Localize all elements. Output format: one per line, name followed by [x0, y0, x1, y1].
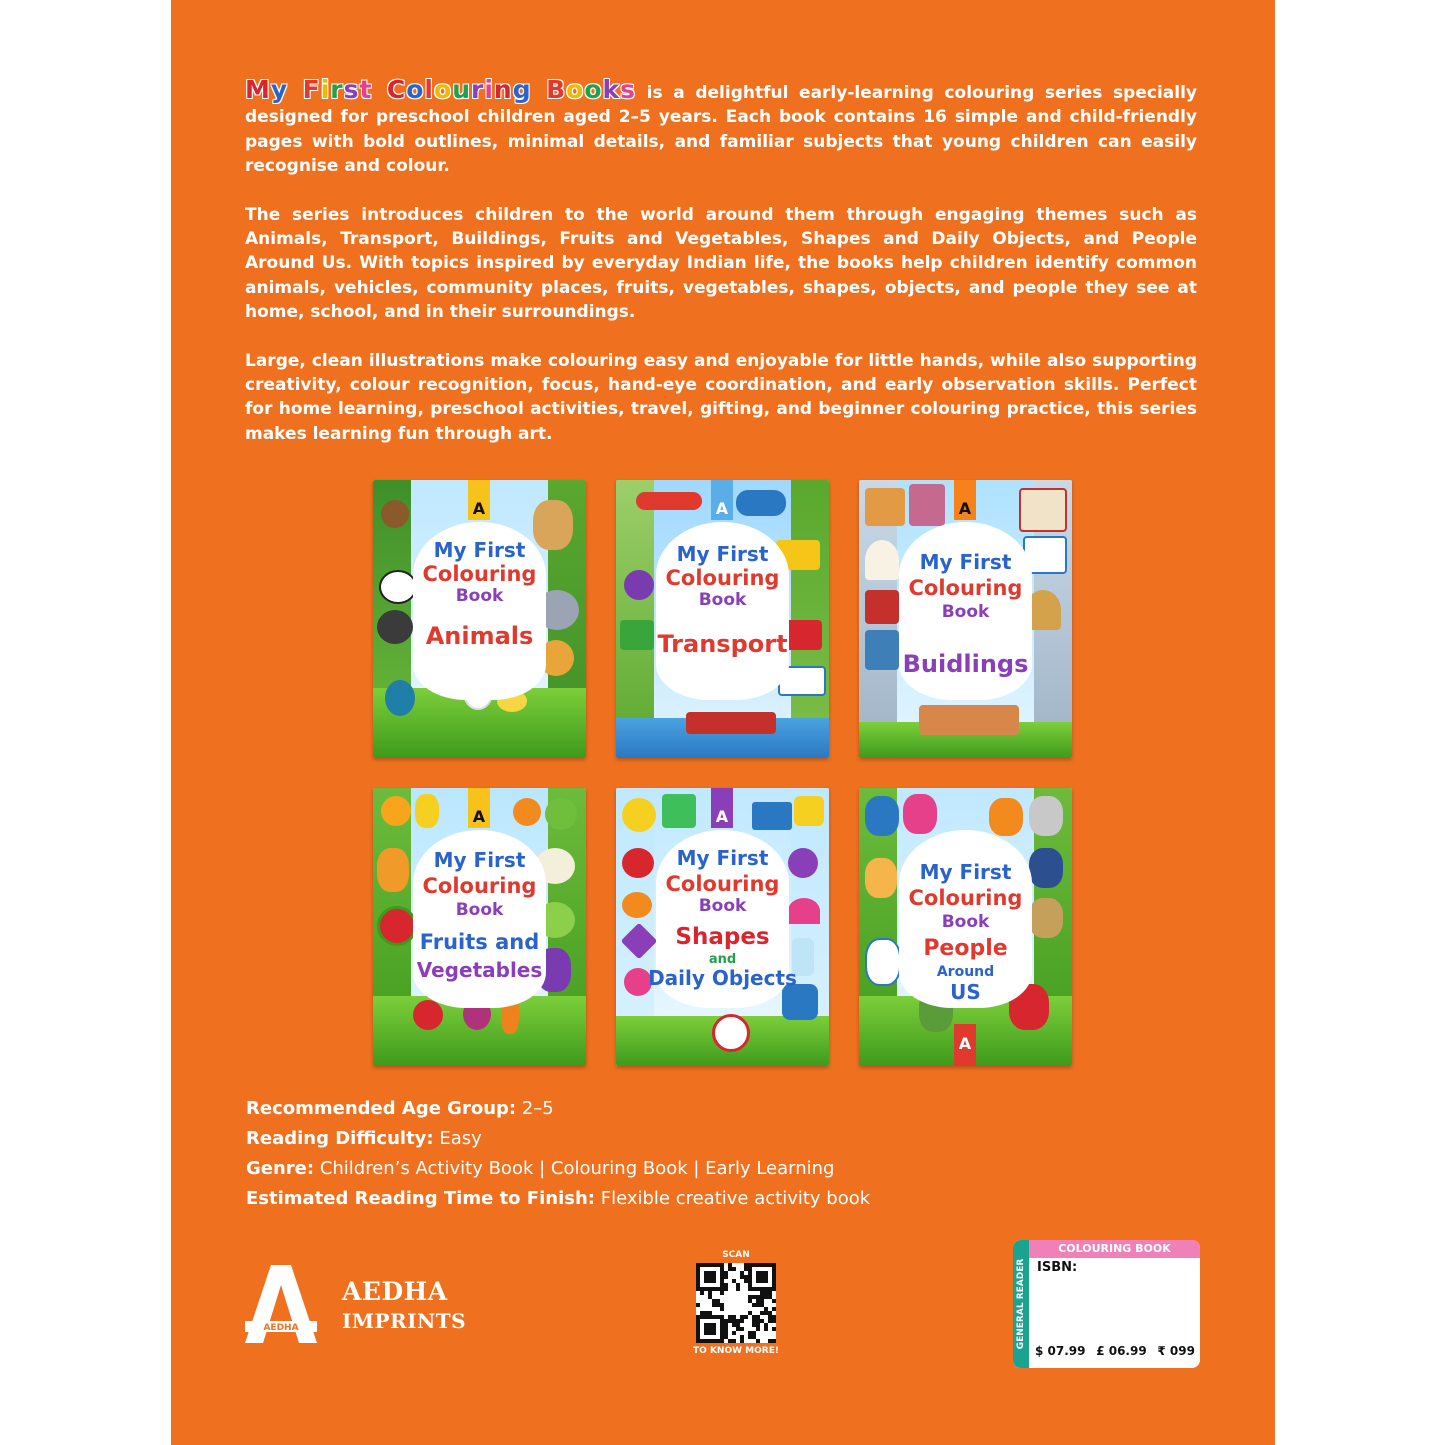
cover-line3: Book: [455, 586, 504, 606]
series-title-letter: r: [471, 75, 485, 104]
cover-line2: Colouring: [908, 886, 1023, 910]
market-icon: [919, 705, 1019, 735]
square-shape-icon: [662, 794, 696, 828]
paragraph-2: The series introduces children to the world around them through engaging themes such as Animals, Transport, Buildings, Fruits and Vegetables, Shapes and Daily Objects, and People Around Us. With topics inspired by everyday Indian life, the books help children identify common animals, vehicles, community places, fruits, vegetables, shapes, objects, and people they see at home, school, and in their surroundings.: [245, 204, 1197, 323]
series-title-letter: i: [484, 75, 494, 104]
series-title-letter: u: [452, 75, 471, 104]
paragraph-1: [245, 75, 1197, 179]
monkey-icon: [381, 500, 409, 528]
airplane-icon: [636, 492, 702, 510]
cover-transport: [616, 480, 829, 758]
father-icon: [865, 796, 899, 836]
mother-icon: [903, 794, 937, 834]
cover-subject-line2: Vegetables: [416, 958, 543, 982]
apartment-icon: [909, 484, 945, 526]
series-title-letter: l: [424, 75, 434, 104]
cover-logo-tab: A: [468, 788, 490, 828]
cover-line3: Book: [698, 896, 747, 916]
reading-time-row: Estimated Reading Time to Finish: Flexible creative activity book: [246, 1188, 871, 1209]
train-icon: [686, 712, 776, 734]
cover-line2: Colouring: [422, 874, 537, 898]
series-title-letter: n: [493, 75, 513, 104]
qr-code-icon: [696, 1263, 776, 1343]
price-gbp: £ 06.99: [1096, 1344, 1147, 1358]
mango-icon: [381, 796, 411, 826]
series-title: [245, 75, 636, 104]
grandfather-icon: [1029, 796, 1063, 836]
orange-icon: [513, 798, 541, 826]
cover-fruits-vegetables: [373, 788, 586, 1066]
helicopter-icon: [736, 490, 786, 516]
price-sticker-category: COLOURING BOOK: [1029, 1240, 1200, 1258]
cover-line2: Colouring: [665, 872, 780, 896]
peacock-icon: [385, 680, 415, 716]
cover-subject-and: and: [708, 952, 737, 967]
publisher-block: [245, 1265, 505, 1345]
price-usd: $ 07.99: [1035, 1344, 1086, 1358]
price-inr: ₹ 099: [1157, 1344, 1195, 1358]
cover-line3: Book: [455, 900, 504, 920]
cover-line1: My First: [433, 538, 526, 562]
qr-block: [693, 1250, 779, 1356]
cover-subject: Animals: [425, 622, 534, 650]
cover-line1: My First: [676, 542, 769, 566]
cover-subject: Transport: [657, 630, 788, 658]
series-title-letter: y: [270, 75, 289, 104]
cover-subject-line3: Daily Objects: [648, 966, 797, 990]
cover-line3: Book: [941, 602, 990, 622]
cover-subject: People: [923, 936, 1008, 961]
cover-subject: Buidlings: [902, 650, 1029, 678]
series-title-letter: C: [386, 75, 407, 104]
price-sticker-side: GENERAL READER: [1013, 1240, 1029, 1368]
qr-scan-label: SCAN: [722, 1250, 750, 1260]
clock-icon: [712, 1014, 750, 1052]
school-icon: [1019, 488, 1067, 532]
cover-line1: My First: [919, 550, 1012, 574]
svg-text:AEDHA: AEDHA: [263, 1323, 299, 1333]
guava-icon: [545, 798, 577, 830]
series-title-letter: k: [602, 75, 621, 104]
banana-icon: [415, 794, 439, 828]
cover-subject: Shapes: [675, 924, 770, 950]
series-title-letter: o: [406, 75, 425, 104]
cover-line1: My First: [676, 846, 769, 870]
rectangle-shape-icon: [752, 802, 792, 830]
cover-logo-tab: A: [468, 480, 490, 520]
series-title-letter: i: [320, 75, 331, 104]
cover-line2: Colouring: [422, 562, 537, 586]
publisher-name: AEDHA: [342, 1277, 448, 1306]
cover-line2: Colouring: [665, 566, 780, 590]
cover-logo-tab: A: [954, 1024, 976, 1066]
back-cover: [171, 0, 1275, 1445]
qr-know-more-label: TO KNOW MORE!: [693, 1346, 779, 1356]
series-title-letter: t: [359, 75, 373, 104]
aedha-logo-icon: [245, 1265, 317, 1343]
series-title-letter: o: [584, 75, 603, 104]
cover-subject-line2: Around: [936, 964, 995, 980]
cover-animals: [373, 480, 586, 758]
cover-logo-tab: A: [954, 480, 976, 520]
isbn-label: ISBN:: [1037, 1260, 1078, 1275]
series-title-letter: g: [512, 75, 532, 104]
series-title-letter: M: [245, 75, 271, 104]
cover-people: [859, 788, 1072, 1066]
series-title-letter: F: [302, 75, 321, 104]
cover-line3: Book: [698, 590, 747, 610]
house-icon: [865, 488, 905, 526]
series-title-letter: s: [620, 75, 637, 104]
series-title-letter: r: [330, 75, 344, 104]
cover-subject: Fruits and: [419, 930, 540, 954]
cover-line2: Colouring: [908, 576, 1023, 600]
series-title-letter: o: [566, 75, 585, 104]
publisher-subname: IMPRINTS: [342, 1309, 467, 1333]
grandmother-icon: [989, 798, 1023, 836]
paragraph-1-text: is a delightful early-learning colouring series specially designed for preschool children aged 2–5 years. Each book contains 16 simple and child-friendly pages with bold outlines, minimal details, and familiar subjects that young children can easily recognise and colour.: [245, 83, 1197, 177]
star-shape-icon: [794, 796, 824, 826]
cover-line3: Book: [941, 912, 990, 932]
price-list: [1035, 1344, 1195, 1358]
cover-line1: My First: [433, 848, 526, 872]
tomato-icon: [413, 1000, 443, 1030]
cover-logo-tab: A: [711, 788, 733, 828]
series-title-letter: B: [546, 75, 567, 104]
qr-code[interactable]: [696, 1263, 776, 1343]
genre-row: Genre: Children’s Activity Book | Colouring Book | Early Learning: [246, 1158, 835, 1179]
cover-buildings: [859, 480, 1072, 758]
price-sticker: [1013, 1240, 1200, 1368]
series-title-letter: o: [434, 75, 453, 104]
cover-logo-tab: A: [711, 480, 733, 520]
paragraph-3: Large, clean illustrations make colouring easy and enjoyable for little hands, while also supporting creativity, colour recognition, focus, hand-eye coordination, and early observation skills. Perfect for home learning, preschool activities, travel, gifting, and beginner colouring practice, this series makes learning fun through art.: [245, 350, 1197, 444]
series-title-letter: s: [343, 75, 360, 104]
cover-shapes-objects: [616, 788, 829, 1066]
cover-subject-line3: US: [950, 980, 981, 1004]
age-group-row: Recommended Age Group: 2–5: [246, 1098, 554, 1119]
circle-shape-icon: [622, 798, 656, 832]
difficulty-row: Reading Difficulty: Easy: [246, 1128, 482, 1149]
book-details: [246, 1094, 870, 1214]
series-description: [245, 75, 1197, 470]
cover-line1: My First: [919, 860, 1012, 884]
